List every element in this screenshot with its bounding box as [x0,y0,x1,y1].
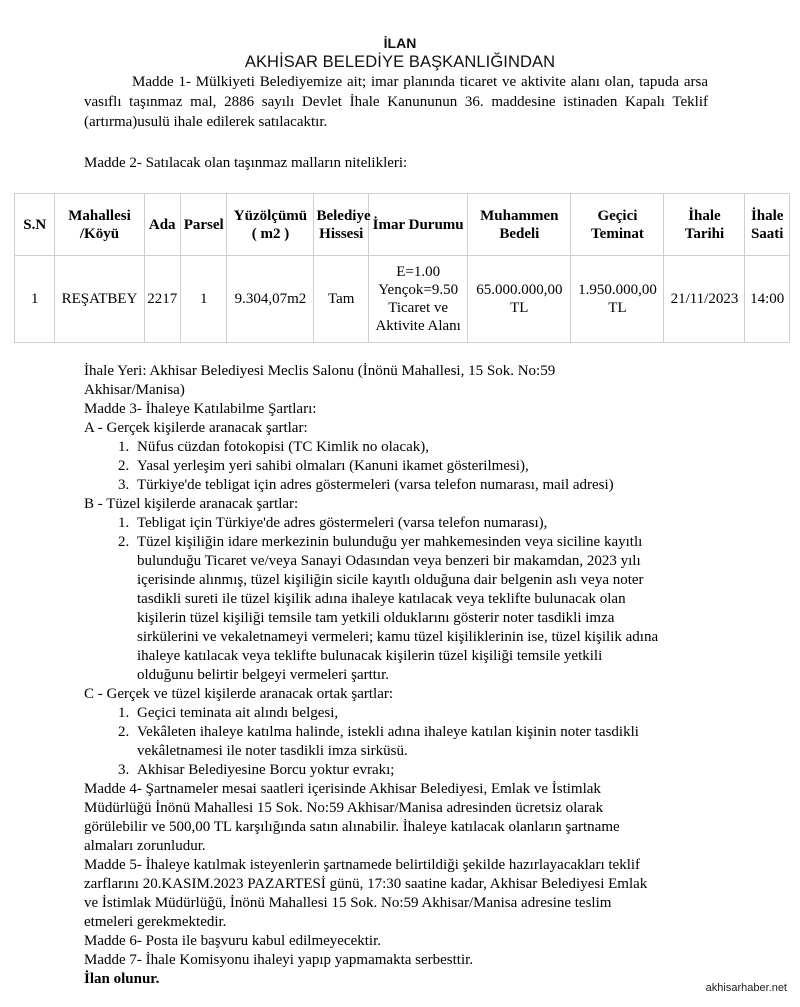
list-item: 3. Akhisar Belediyesine Borcu yoktur evrakı; [133,761,724,780]
cell-parsel: 1 [180,256,227,343]
header-teminat: Geçici Teminat [571,194,664,256]
cell-muhammen: 65.000.000,00 TL [468,256,571,343]
section-c-title: C - Gerçek ve tüzel kişilerde aranacak ortak şartlar: [84,686,394,702]
section-a-list [84,438,724,495]
cell-mahalle: REŞATBEY [55,256,144,343]
section-a-title: A - Gerçek kişilerde aranacak şartlar: [84,420,308,436]
madde-2-text: Madde 2- Satılacak olan taşınmaz malların nitelikleri: [84,155,408,171]
cell-ada: 2217 [144,256,180,343]
table-row [15,256,790,343]
header-yuzolcumu: Yüzölçümü ( m2 ) [227,194,314,256]
list-item: 3. Türkiye'de tebligat için adres göstermeleri (varsa telefon numarası, mail adresi) [133,476,724,495]
cell-teminat: 1.950.000,00 TL [571,256,664,343]
list-item: 2. Yasal yerleşim yeri sahibi olmaları (Kanuni ikamet gösterilmesi), [133,457,724,476]
list-item: 1. Tebligat için Türkiye'de adres göstermeleri (varsa telefon numarası), [133,514,724,533]
issuer-title: AKHİSAR BELEDİYE BAŞKANLIĞINDAN [244,53,556,71]
madde-1-text: Madde 1- Mülkiyeti Belediyemize ait; imar planında ticaret ve aktivite alanı olan, tapuda arsa vasıflı taşınmaz mal, 2886 sayılı Devlet İhale Kanununun 36. maddesine istinaden Kapalı Teklif (artırma)usulü ihale edilerek satılacaktır. [84,74,708,130]
source-watermark: akhisarhaber.net [703,981,790,995]
cell-imar: E=1.00 Yençok=9.50 Ticaret ve Aktivite Alanı [369,256,468,343]
ihale-yeri: İhale Yeri: Akhisar Belediyesi Meclis Salonu (İnönü Mahallesi, 15 Sok. No:59 Akhisar/Manisa) [84,363,556,398]
header-hisse: Belediye Hissesi [314,194,369,256]
section-b-list [84,514,724,685]
list-item: 1. Geçici teminata ait alındı belgesi, [133,704,724,723]
cell-hisse: Tam [314,256,369,343]
madde-6-text: Madde 6- Posta ile başvuru kabul edilmeyecektir. [84,933,382,949]
table-header-row [15,194,790,256]
announcement-title: İLAN [383,35,417,51]
header-mahalle: Mahallesi /Köyü [55,194,144,256]
list-item: 1. Nüfus cüzdan fotokopisi (TC Kimlik no olacak), [133,438,724,457]
cell-tarih: 21/11/2023 [664,256,745,343]
header-muhammen: Muhammen Bedeli [468,194,571,256]
list-item: 2. Tüzel kişiliğin idare merkezinin bulunduğu yer mahkemesinden veya siciline kayıtlı bulunduğu Ticaret ve/veya Sanayi Odasından veya benzeri bir makamdan, 2023 yılı içerisinde alınmış, tüzel kişiliğin sicile kayıtlı olduğuna dair belgenin aslı veya noter tasdikli sureti ile tüzel kişilik adına ihaleye katılacak veya teklifte bulunacak olan kişilerin tüzel kişiliği temsile tam yetkili olduklarını gösterir noter tasdikli imza sirkülerini ve vekaletnameyi vermeleri; kamu tüzel kişiliklerinin ise, tüzel kişilik adına ihaleye katılacak veya teklifte bulunacak kişilerin tüzel kişiliği temsile yetkili olduğunu belirtir belgeyi vermeleri şarttır. [133,533,724,685]
header-saat: İhale Saati [745,194,790,256]
header-sn: S.N [15,194,55,256]
section-c-list [84,704,724,780]
section-b-title: B - Tüzel kişilerde aranacak şartlar: [84,496,299,512]
header-ada: Ada [144,194,180,256]
header-parsel: Parsel [180,194,227,256]
header-imar: İmar Durumu [369,194,468,256]
madde-3-title: Madde 3- İhaleye Katılabilme Şartları: [84,401,317,417]
header-tarih: İhale Tarihi [664,194,745,256]
announcement-body [84,362,724,989]
cell-sn: 1 [15,256,55,343]
madde-4-text: Madde 4- Şartnameler mesai saatleri içerisinde Akhisar Belediyesi, Emlak ve İstimlak Müdürlüğü İnönü Mahallesi 15 Sok. No:59 Akhisar/Manisa adresinden ücretsiz olarak görülebilir ve 500,00 TL karşılığında satın alınabilir. İhaleye katılacak olanların şartname almaları zorunludur. [84,781,620,854]
cell-saat: 14:00 [745,256,790,343]
madde-7-text: Madde 7- İhale Komisyonu ihaleyi yapıp yapmamakta serbesttir. [84,952,474,968]
cell-yuzolcumu: 9.304,07m2 [227,256,314,343]
property-table [14,193,790,343]
list-item: 2. Vekâleten ihaleye katılma halinde, istekli adına ihaleye katılan kişinin noter tasdikli vekâletnamesi ile noter tasdikli imza sirküsü. [133,723,724,761]
closing-text: İlan olunur. [84,971,160,987]
madde-5-text: Madde 5- İhaleye katılmak isteyenlerin şartnamede belirtildiği şekilde hazırlayacakları teklif zarflarını 20.KASIM.2023 PAZARTESİ günü, 17:30 saatine kadar, Akhisar Belediyesi Emlak ve İstimlak Müdürlüğü, İnönü Mahallesi 15 Sok. No:59 Akhisar/Manisa adresine teslim etmeleri gerekmektedir. [84,857,648,930]
